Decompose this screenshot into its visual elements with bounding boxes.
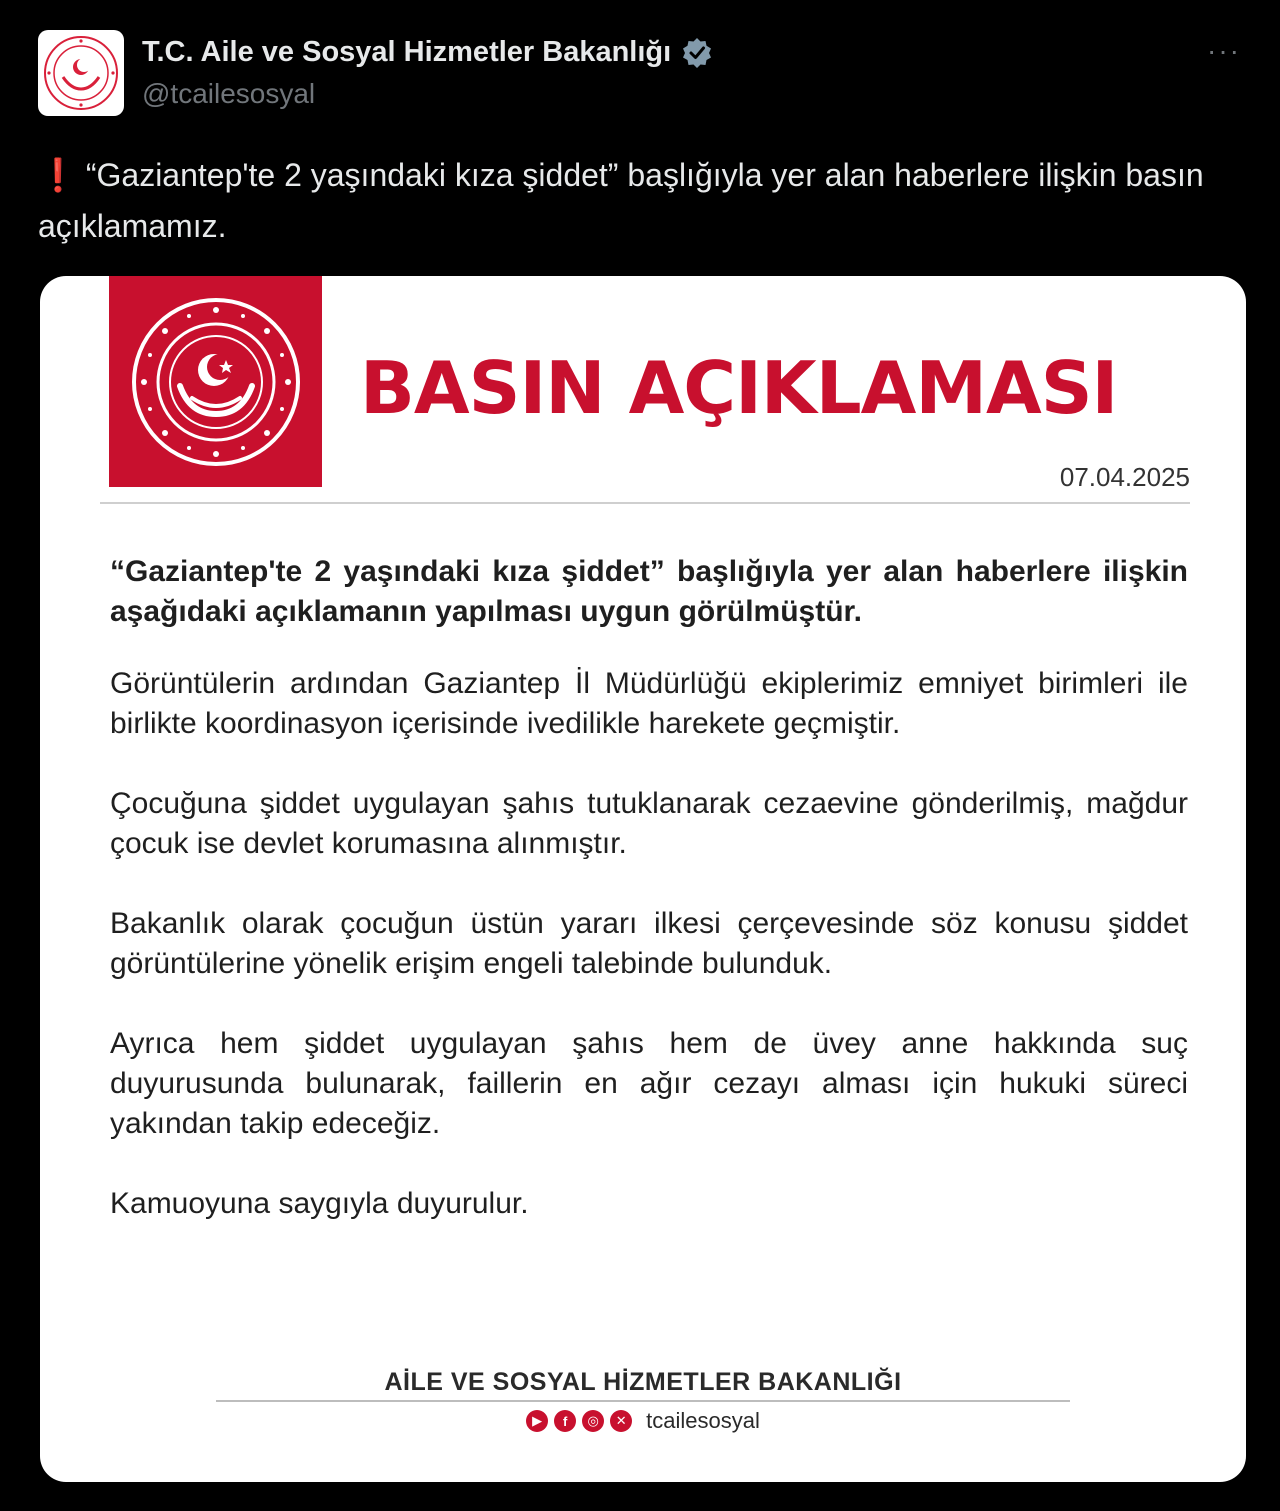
- press-release-date: 07.04.2025: [1059, 462, 1190, 492]
- post-text-body: “Gaziantep'te 2 yaşındaki kıza şiddet” başlığıyla yer alan haberlere ilişkin basın açıklamamız.: [38, 157, 1204, 244]
- x-icon: ✕: [610, 1410, 632, 1432]
- press-release-body: [110, 552, 1188, 1264]
- social-handle: tcailesosyal: [646, 1408, 760, 1433]
- attached-image[interactable]: [40, 276, 1246, 1482]
- ministry-logo-icon: [41, 33, 121, 113]
- divider: [100, 502, 1190, 504]
- body-paragraph: Ayrıca hem şiddet uygulayan şahıs hem de üvey anne hakkında suç duyurusunda bulunarak, faillerin en ağır cezayı alması için hukuki süreci yakından takip edeceğiz.: [110, 1027, 1188, 1140]
- post-text: [38, 150, 1248, 252]
- closing-paragraph: Kamuoyuna saygıyla duyurulur.: [110, 1187, 529, 1220]
- author-name[interactable]: T.C. Aile ve Sosyal Hizmetler Bakanlığı: [142, 35, 672, 68]
- instagram-icon: ◎: [582, 1410, 604, 1432]
- author-name-row[interactable]: [142, 32, 713, 72]
- body-paragraph: Bakanlık olarak çocuğun üstün yararı ilkesi çerçevesinde söz konusu şiddet görüntülerine yönelik erişim engeli talebinde bulunduk.: [110, 907, 1188, 980]
- avatar[interactable]: [38, 30, 124, 116]
- ministry-emblem-icon: [128, 294, 304, 470]
- body-paragraph: Çocuğuna şiddet uygulayan şahıs tutuklanarak cezaevine gönderilmiş, mağdur çocuk ise devlet korumasına alınmıştır.: [110, 787, 1188, 860]
- author-handle[interactable]: @tcailesosyal: [142, 78, 316, 109]
- more-options-icon[interactable]: ···: [1207, 35, 1241, 66]
- verified-badge-icon: [681, 36, 713, 68]
- ministry-logo-box: [109, 276, 322, 487]
- footer-divider: [216, 1400, 1070, 1402]
- lead-paragraph: “Gaziantep'te 2 yaşındaki kıza şiddet” başlığıyla yer alan haberlere ilişkin aşağıdaki açıklamanın yapılması uygun görülmüştür.: [110, 555, 1188, 628]
- body-paragraph: Görüntülerin ardından Gaziantep İl Müdürlüğü ekiplerimiz emniyet birimleri ile birlikte koordinasyon içerisinde ivedilikle harekete geçmiştir.: [110, 667, 1188, 740]
- footer-organization: AİLE VE SOSYAL HİZMETLER BAKANLIĞI: [384, 1368, 902, 1396]
- exclamation-icon: ❗: [38, 157, 78, 193]
- press-release-title: BASIN AÇIKLAMASI: [360, 346, 1118, 430]
- footer-social: [40, 1408, 1246, 1434]
- youtube-icon: ▶: [526, 1410, 548, 1432]
- facebook-icon: f: [554, 1410, 576, 1432]
